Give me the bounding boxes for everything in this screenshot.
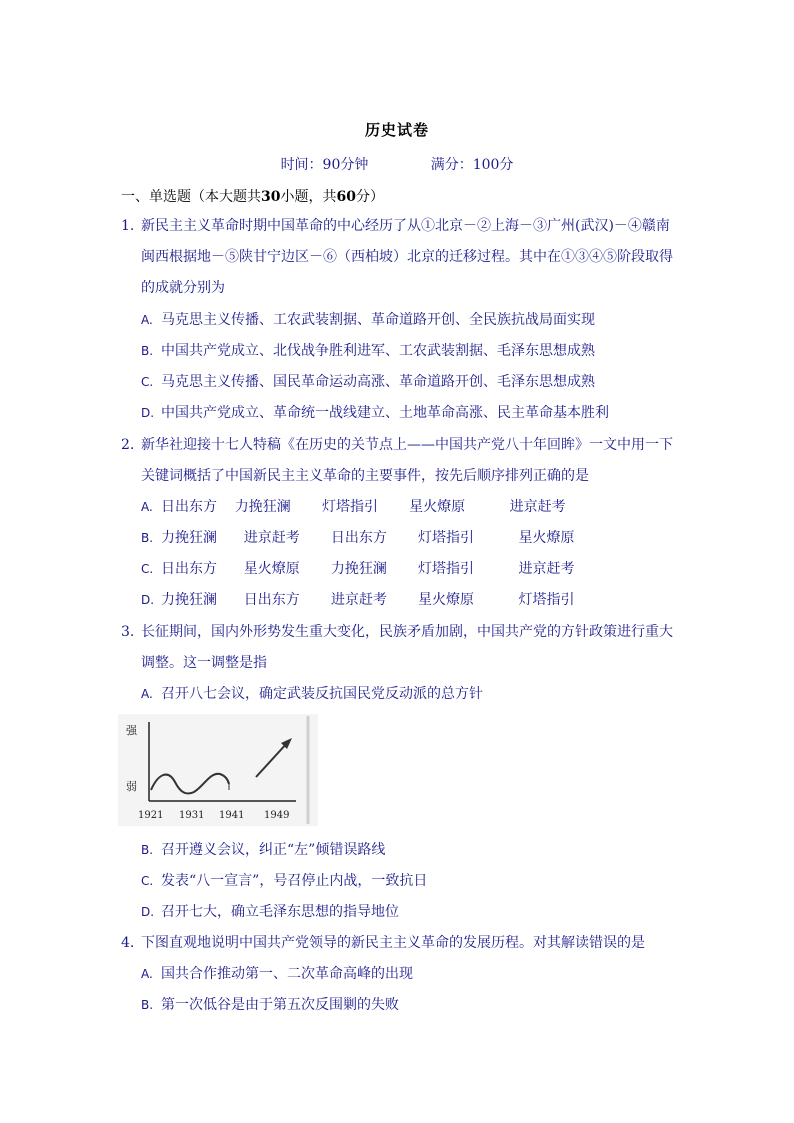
question-number: 1. xyxy=(121,218,135,234)
question-2-option-a xyxy=(141,497,566,517)
exam-title: 历史试卷 xyxy=(364,121,429,139)
question-2-option-c xyxy=(141,559,575,579)
question-3 xyxy=(121,617,681,679)
option-text: 马克思主义传播、工农武装割据、革命道路开创、全民族抗战局面实现 xyxy=(161,312,595,328)
question-number: 4. xyxy=(121,935,135,951)
y-label-weak: 弱 xyxy=(126,780,137,793)
section-points: 60 xyxy=(336,189,356,205)
question-text: 新民主主义革命时期中国革命的中心经历了从①北京－②上海－③广州(武汉)－④赣南闽西根据地－⑤陕甘宁边区－⑥（西柏坡）北京的迁移过程。其中在①③④⑤阶段取得的成就分别为 xyxy=(141,218,673,296)
option-label: C. xyxy=(141,874,154,888)
option-text: 召开七大，确立毛泽东思想的指导地位 xyxy=(161,904,399,920)
question-3-option-d xyxy=(141,902,399,922)
option-text: 召开八七会议，确定武装反抗国民党反动派的总方针 xyxy=(161,686,483,702)
option-text: 日出东方 力挽狂澜 灯塔指引 星火燎原 进京赶考 xyxy=(161,499,566,515)
option-label: A. xyxy=(141,687,153,701)
option-text: 第一次低谷是由于第五次反围剿的失败 xyxy=(161,997,399,1013)
question-1-option-b xyxy=(141,341,595,361)
option-label: B. xyxy=(141,344,154,358)
option-label: B. xyxy=(141,998,154,1012)
section-suffix: 分） xyxy=(355,189,384,205)
option-label: D. xyxy=(141,905,155,919)
exam-score: 满分：100分 xyxy=(430,157,514,173)
question-4-option-a xyxy=(141,964,413,984)
x-tick-1921: 1921 xyxy=(138,810,164,821)
option-label: A. xyxy=(141,313,153,327)
option-label: D. xyxy=(141,406,155,420)
question-text: 长征期间，国内外形势发生重大变化，民族矛盾加剧，中国共产党的方针政策进行重大调整。这一调整是指 xyxy=(141,624,673,671)
section-prefix: 一、单选题（本大题共 xyxy=(121,189,261,205)
question-3-option-c xyxy=(141,871,427,891)
option-text: 召开遵义会议，纠正“左”倾错误路线 xyxy=(161,842,386,858)
x-tick-1941: 1941 xyxy=(219,810,245,821)
question-1-option-c xyxy=(141,372,595,392)
section-heading xyxy=(121,186,384,206)
question-4-option-b xyxy=(141,995,399,1015)
option-text: 中国共产党成立、北伐战争胜利进军、工农武装割据、毛泽东思想成熟 xyxy=(161,343,595,359)
question-number: 3. xyxy=(121,624,135,640)
question-3-option-b xyxy=(141,840,385,860)
question-text: 下图直观地说明中国共产党领导的新民主主义革命的发展历程。对其解读错误的是 xyxy=(141,935,645,951)
y-label-strong: 强 xyxy=(126,724,137,737)
option-text: 中国共产党成立、革命统一战线建立、土地革命高涨、民主革命基本胜利 xyxy=(161,405,609,421)
exam-meta xyxy=(0,154,794,174)
option-label: C. xyxy=(141,375,154,389)
question-text: 新华社迎接十七人特稿《在历史的关节点上——中国共产党八十年回眸》一文中用一下关键词概括了中国新民主主义革命的主要事件，按先后顺序排列正确的是 xyxy=(141,437,673,484)
question-3-option-a xyxy=(141,684,483,704)
option-text: 日出东方 星火燎原 力挽狂澜 灯塔指引 进京赶考 xyxy=(161,561,575,577)
revolution-trend-figure xyxy=(118,714,318,826)
option-label: A. xyxy=(141,500,153,514)
option-label: B. xyxy=(141,531,154,545)
question-1 xyxy=(121,211,681,304)
question-2-option-d xyxy=(141,590,575,610)
option-text: 力挽狂澜 日出东方 进京赶考 星火燎原 灯塔指引 xyxy=(161,592,575,608)
x-tick-1931: 1931 xyxy=(179,810,205,821)
question-4 xyxy=(121,928,681,959)
question-2 xyxy=(121,430,681,492)
option-text: 马克思主义传播、国民革命运动高涨、革命道路开创、毛泽东思想成熟 xyxy=(161,374,595,390)
section-mid: 小题，共 xyxy=(280,189,337,205)
question-number: 2. xyxy=(121,437,135,453)
section-count: 30 xyxy=(261,189,281,205)
question-1-option-d xyxy=(141,403,609,423)
x-tick-1949: 1949 xyxy=(264,810,290,821)
option-text: 发表“八一宣言”，号召停止内战，一致抗日 xyxy=(161,873,428,889)
option-text: 国共合作推动第一、二次革命高峰的出现 xyxy=(161,966,413,982)
option-text: 力挽狂澜 进京赶考 日出东方 灯塔指引 星火燎原 xyxy=(161,530,575,546)
option-label: B. xyxy=(141,843,154,857)
option-label: C. xyxy=(141,562,154,576)
option-label: D. xyxy=(141,593,155,607)
exam-time: 时间：90分钟 xyxy=(280,157,369,173)
question-2-option-b xyxy=(141,528,575,548)
option-label: A. xyxy=(141,967,153,981)
question-1-option-a xyxy=(141,310,595,330)
